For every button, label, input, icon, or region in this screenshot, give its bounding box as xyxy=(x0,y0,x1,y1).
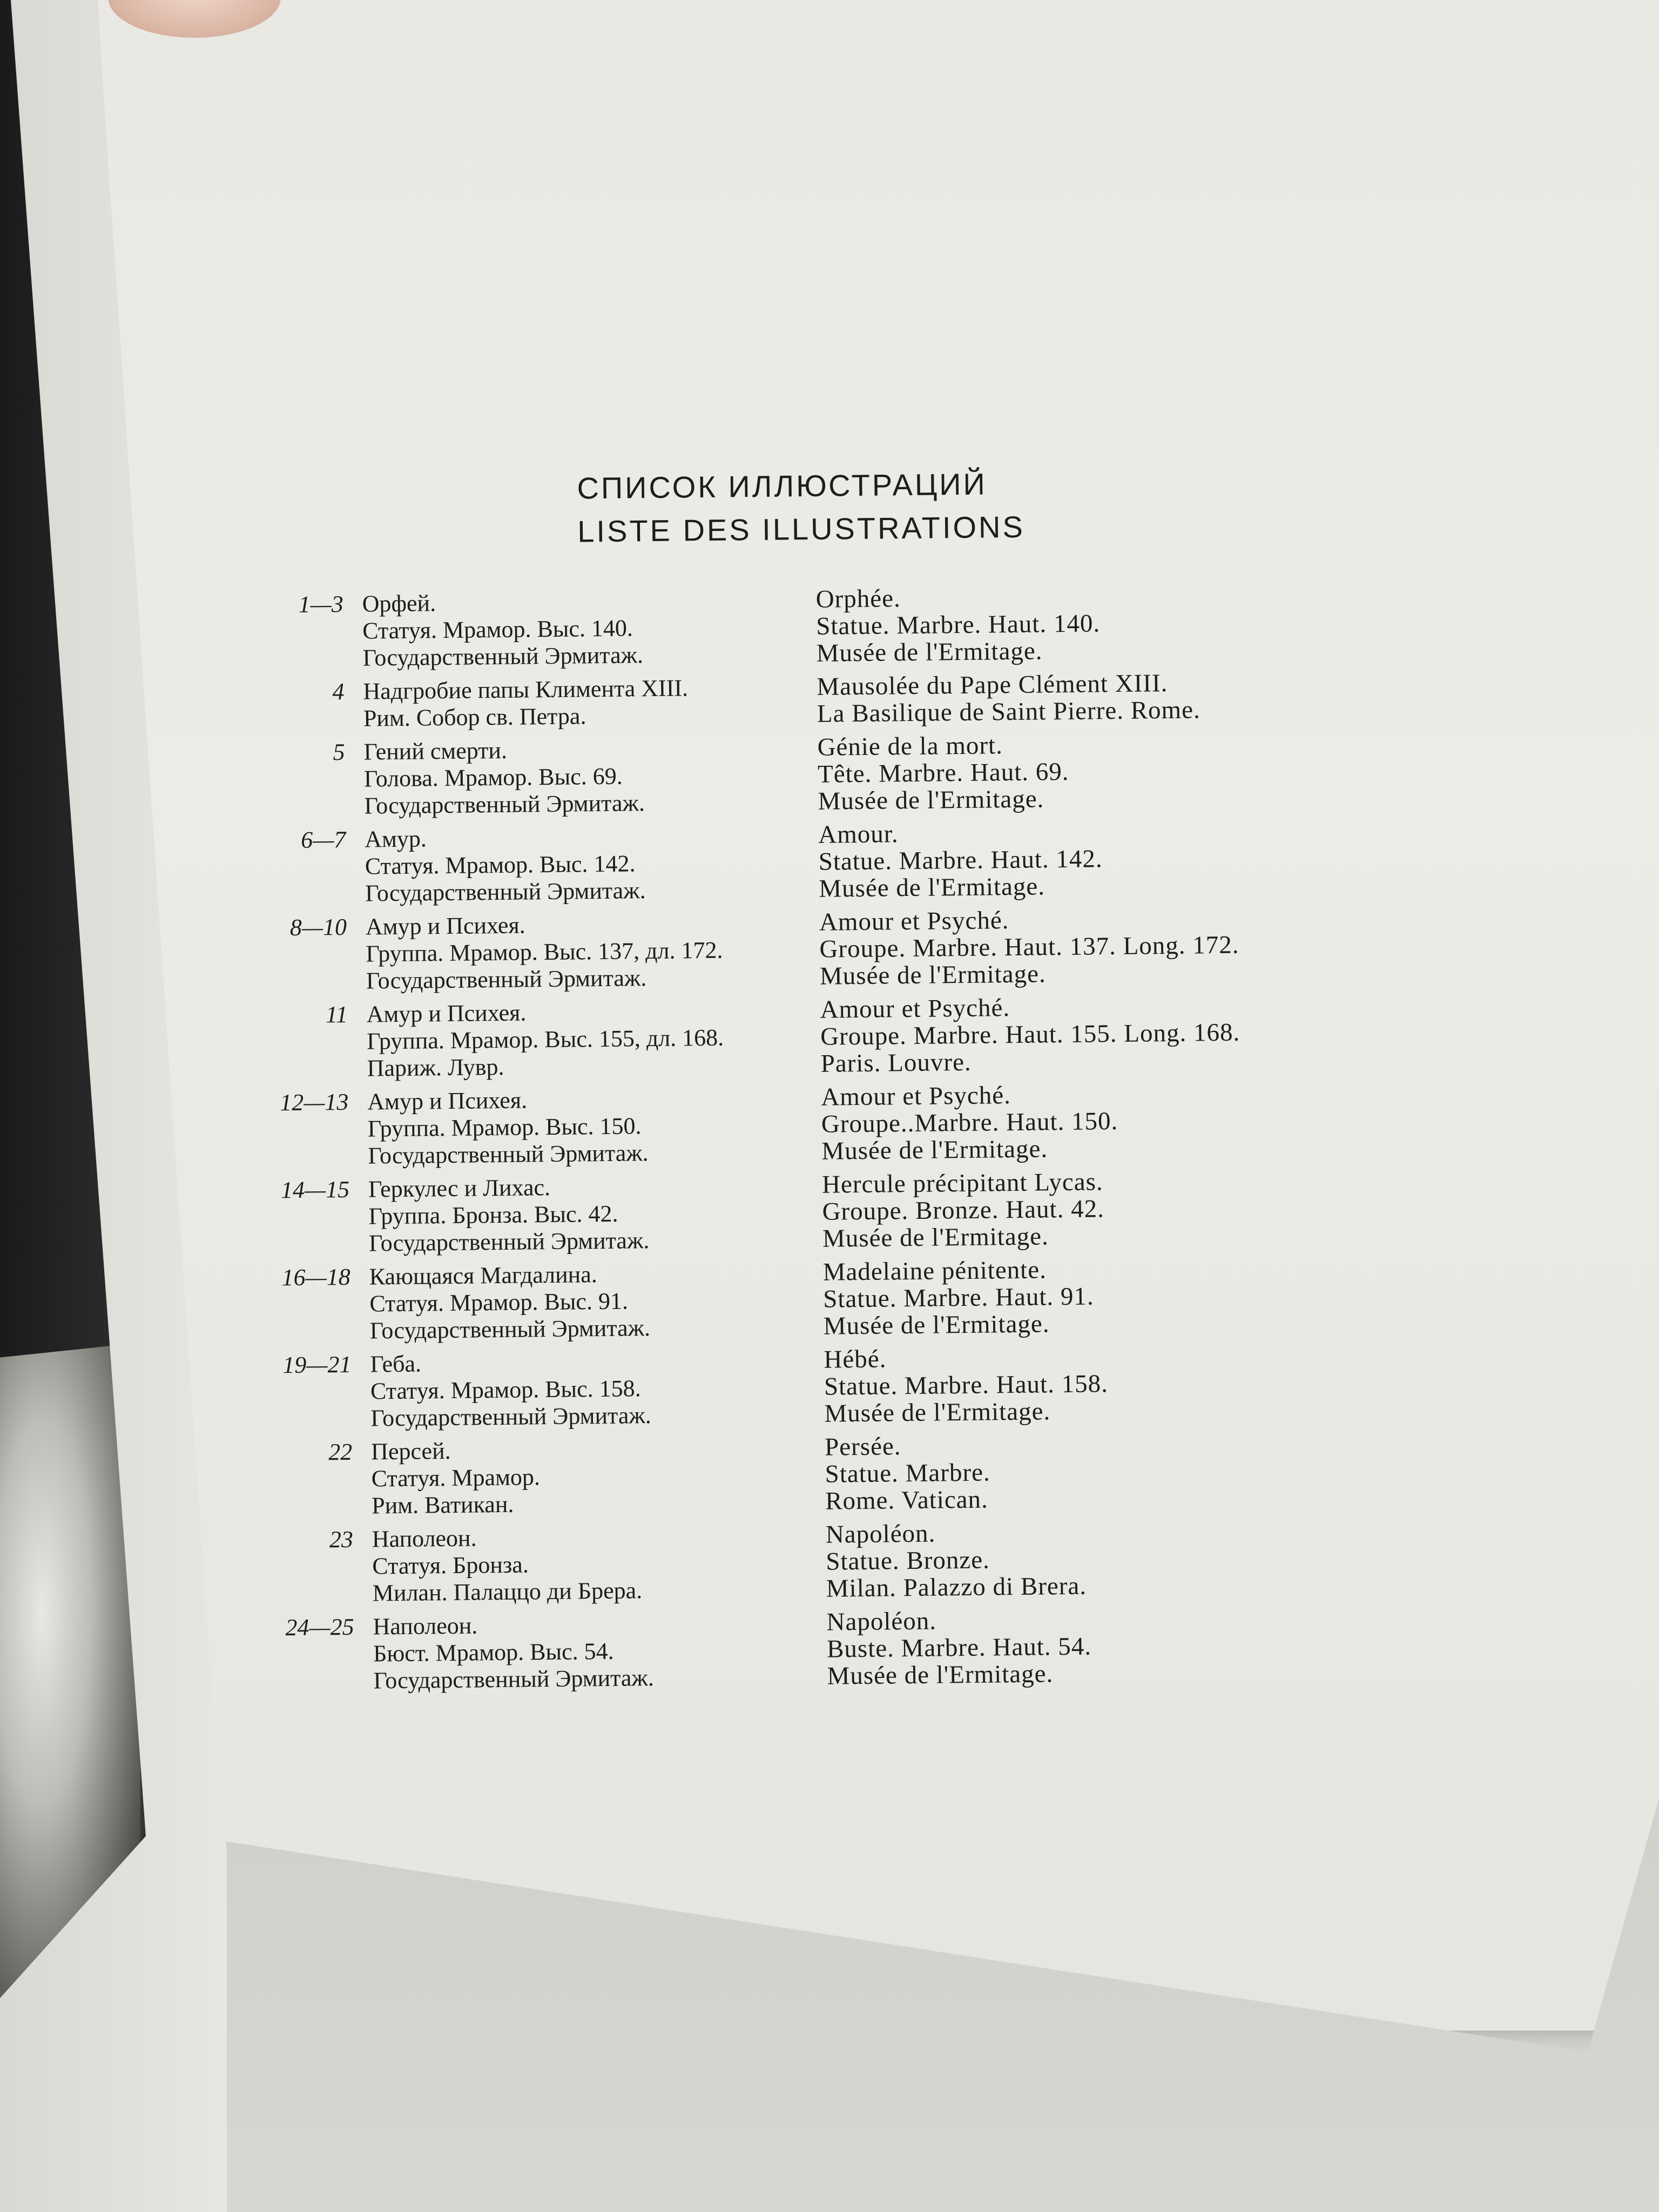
list-entry xyxy=(255,1166,1336,1258)
entry-line-fr: Rome. Vatican. xyxy=(825,1485,989,1515)
entry-russian xyxy=(372,1521,827,1607)
entry-number: 14—15 xyxy=(280,1176,350,1204)
illustration-list xyxy=(248,581,1340,1702)
entry-russian xyxy=(362,586,817,672)
list-entry xyxy=(250,729,1331,821)
entry-french xyxy=(826,1516,1334,1602)
list-entry xyxy=(259,1516,1339,1608)
entry-line-fr: Musée de l'Ermitage. xyxy=(819,960,1046,990)
entry-line-fr: Statue. Marbre. Haut. 91. xyxy=(822,1282,1094,1313)
entry-french xyxy=(824,1341,1332,1427)
entry-line-ru: Амур и Психея. xyxy=(367,1087,528,1115)
entry-line-fr: Statue. Marbre. Haut. 140. xyxy=(815,609,1101,640)
entry-line-fr: La Basilique de Saint Pierre. Rome. xyxy=(817,696,1201,728)
entry-line-ru: Рим. Ватикан. xyxy=(371,1491,514,1519)
entry-line-ru: Амур и Психея. xyxy=(366,999,527,1028)
entry-line-fr: Statue. Bronze. xyxy=(826,1546,990,1576)
entry-line-ru: Рим. Собор св. Петра. xyxy=(363,703,586,732)
entry-number: 22 xyxy=(328,1438,353,1466)
entry-line-fr: Statue. Marbre. Haut. 142. xyxy=(818,845,1103,876)
entry-line-ru: Геркулес и Лихас. xyxy=(368,1174,551,1203)
entry-russian xyxy=(367,1084,822,1170)
entry-line-fr: Musée de l'Ermitage. xyxy=(821,1135,1048,1165)
entry-line-fr: Orphée. xyxy=(815,584,901,613)
entry-line-fr: Musée de l'Ermitage. xyxy=(816,637,1043,667)
entry-line-fr: Persée. xyxy=(824,1432,901,1461)
entry-line-fr: Hercule précipitant Lycas. xyxy=(821,1168,1103,1199)
entry-line-fr: Génie de la mort. xyxy=(817,731,1003,761)
entry-line-fr: Napoléon. xyxy=(825,1519,936,1549)
entry-line-ru: Государственный Эрмитаж. xyxy=(366,965,647,994)
entry-number: 12—13 xyxy=(280,1088,349,1116)
entry-line-fr: Groupe. Bronze. Haut. 42. xyxy=(822,1195,1105,1226)
entry-line-fr: Statue. Marbre. Haut. 158. xyxy=(824,1370,1109,1401)
entry-line-fr: Musée de l'Ermitage. xyxy=(819,872,1046,903)
list-entry xyxy=(259,1603,1340,1696)
entry-line-fr: Napoléon. xyxy=(826,1607,937,1636)
list-entry xyxy=(251,816,1332,908)
title-russian: СПИСОК ИЛЛЮСТРАЦИЙ xyxy=(577,467,988,505)
entry-line-ru: Государственный Эрмитаж. xyxy=(373,1664,655,1694)
entry-french xyxy=(821,1078,1330,1165)
entry-french xyxy=(825,1428,1333,1515)
entry-line-fr: Madelaine pénitente. xyxy=(822,1256,1047,1286)
entry-french xyxy=(819,903,1328,990)
entry-line-ru: Государственный Эрмитаж. xyxy=(370,1402,651,1432)
entry-russian xyxy=(366,996,821,1082)
entry-line-ru: Орфей. xyxy=(362,590,436,617)
entry-russian xyxy=(363,673,817,732)
list-entry xyxy=(252,903,1333,996)
entry-line-ru: Кающаяся Магдалина. xyxy=(369,1261,597,1290)
list-entry xyxy=(256,1253,1337,1346)
entry-line-ru: Статуя. Мрамор. Выс. 140. xyxy=(362,615,633,644)
entry-line-fr: Musée de l'Ermitage. xyxy=(822,1222,1049,1253)
entry-line-fr: Musée de l'Ermitage. xyxy=(827,1660,1054,1690)
entry-russian xyxy=(370,1346,825,1432)
entry-number: 19—21 xyxy=(282,1351,352,1379)
entry-line-ru: Амур и Психея. xyxy=(365,912,525,940)
entry-russian xyxy=(363,734,818,820)
entry-line-ru: Наполеон. xyxy=(373,1612,478,1640)
entry-line-ru: Голова. Мрамор. Выс. 69. xyxy=(363,763,623,792)
entry-russian xyxy=(373,1609,827,1695)
entry-line-ru: Статуя. Бронза. xyxy=(372,1551,529,1580)
entry-line-fr: Musée de l'Ermitage. xyxy=(823,1310,1050,1340)
entry-line-fr: Musée de l'Ermitage. xyxy=(824,1397,1051,1428)
entry-number: 5 xyxy=(333,738,345,766)
entry-number: 8—10 xyxy=(289,913,347,941)
entry-number: 4 xyxy=(332,678,345,705)
list-entry xyxy=(253,991,1333,1083)
entry-line-ru: Статуя. Мрамор. Выс. 142. xyxy=(365,850,636,880)
entry-line-fr: Statue. Marbre. xyxy=(825,1458,990,1488)
entry-french xyxy=(815,581,1324,667)
entry-line-fr: Groupe..Marbre. Haut. 150. xyxy=(821,1107,1118,1138)
entry-line-ru: Амур. xyxy=(365,825,427,853)
entry-line-ru: Государственный Эрмитаж. xyxy=(362,642,644,671)
entry-line-ru: Персей. xyxy=(370,1438,451,1465)
entry-line-ru: Статуя. Мрамор. xyxy=(371,1464,541,1492)
entry-line-fr: Amour et Psyché. xyxy=(821,1081,1011,1111)
entry-line-fr: Milan. Palazzo di Brera. xyxy=(826,1572,1087,1603)
entry-line-ru: Государственный Эрмитаж. xyxy=(368,1227,650,1257)
entry-french xyxy=(822,1166,1331,1252)
entry-line-ru: Группа. Мрамор. Выс. 150. xyxy=(367,1112,642,1142)
entry-line-ru: Группа. Мрамор. Выс. 137, дл. 172. xyxy=(366,936,723,967)
entry-french xyxy=(818,816,1327,902)
entry-russian xyxy=(371,1434,826,1520)
entry-russian xyxy=(368,1171,823,1257)
entry-russian xyxy=(366,909,820,995)
entry-french xyxy=(822,1253,1331,1340)
list-entry xyxy=(248,581,1329,673)
entry-number: 6—7 xyxy=(300,826,346,853)
entry-line-ru: Париж. Лувр. xyxy=(367,1053,504,1082)
entry-line-fr: Musée de l'Ermitage. xyxy=(818,785,1044,815)
entry-french xyxy=(826,1603,1335,1690)
entry-number: 23 xyxy=(329,1526,354,1553)
entry-line-fr: Paris. Louvre. xyxy=(820,1048,972,1078)
entry-line-fr: Tête. Marbre. Haut. 69. xyxy=(817,757,1069,788)
entry-line-ru: Государственный Эрмитаж. xyxy=(365,877,646,907)
entry-number: 11 xyxy=(325,1001,348,1028)
entry-french xyxy=(817,668,1325,727)
entry-line-fr: Groupe. Marbre. Haut. 155. Long. 168. xyxy=(820,1018,1240,1051)
list-entry xyxy=(258,1428,1338,1521)
entry-line-ru: Гений смерти. xyxy=(363,737,508,765)
entry-french xyxy=(817,729,1326,815)
entry-line-fr: Buste. Marbre. Haut. 54. xyxy=(826,1632,1092,1663)
entry-russian xyxy=(369,1259,824,1345)
entry-line-ru: Статуя. Мрамор. Выс. 91. xyxy=(369,1287,629,1317)
entry-line-fr: Mausolée du Pape Clément XIII. xyxy=(817,669,1168,701)
entry-line-ru: Группа. Мрамор. Выс. 155, дл. 168. xyxy=(366,1024,724,1055)
entry-line-ru: Статуя. Мрамор. Выс. 158. xyxy=(370,1375,641,1405)
list-entry xyxy=(254,1078,1334,1171)
entry-line-ru: Государственный Эрмитаж. xyxy=(368,1139,649,1169)
entry-line-ru: Надгробие папы Климента XIII. xyxy=(363,675,689,705)
entry-line-ru: Милан. Палаццо ди Брера. xyxy=(372,1577,643,1607)
entry-line-fr: Hébé. xyxy=(824,1345,887,1374)
entry-line-fr: Amour et Psyché. xyxy=(820,994,1010,1024)
list-entry xyxy=(257,1341,1337,1433)
entry-line-ru: Геба. xyxy=(370,1350,422,1378)
title-french: LISTE DES ILLUSTRATIONS xyxy=(577,509,1026,549)
entry-line-ru: Бюст. Мрамор. Выс. 54. xyxy=(373,1637,614,1667)
entry-number: 1—3 xyxy=(298,591,343,618)
entry-line-ru: Государственный Эрмитаж. xyxy=(369,1314,651,1344)
entry-russian xyxy=(365,821,819,907)
entry-french xyxy=(820,991,1328,1077)
entry-line-ru: Группа. Бронза. Выс. 42. xyxy=(368,1200,618,1230)
entry-line-fr: Groupe. Marbre. Haut. 137. Long. 172. xyxy=(819,930,1239,963)
list-entry xyxy=(249,668,1330,733)
entry-number: 24—25 xyxy=(285,1613,354,1641)
entry-line-fr: Amour et Psyché. xyxy=(819,906,1009,936)
entry-line-ru: Наполеон. xyxy=(372,1525,477,1553)
entry-line-ru: Государственный Эрмитаж. xyxy=(364,790,645,819)
entry-number: 16—18 xyxy=(281,1263,351,1291)
entry-line-fr: Amour. xyxy=(818,820,899,849)
